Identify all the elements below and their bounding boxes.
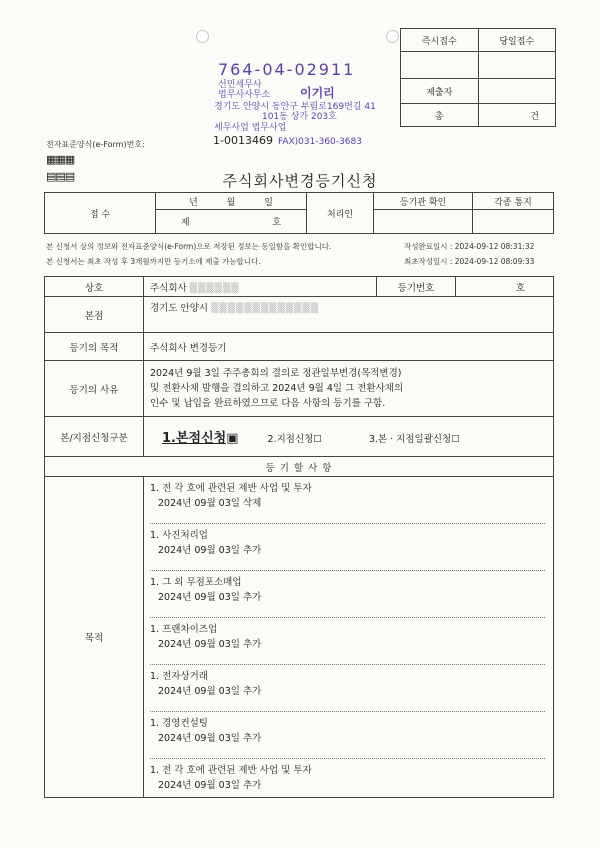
item-title: 1. 전 각 호에 관련된 제반 사업 및 투자 (150, 765, 312, 776)
registry-check-label: 등기관 확인 (374, 193, 473, 210)
notices-label: 각종 통지 (473, 193, 554, 210)
completed-at: 작성완료일시 : 2024-09-12 08:31:32 (404, 242, 535, 251)
item-title: 1. 그 외 무점포소매업 (150, 577, 242, 588)
reason-label: 등기의 사유 (45, 361, 144, 417)
head-office-label: 본점 (45, 297, 144, 333)
trade-name-label: 상호 (45, 277, 144, 297)
same-day-receipt-label: 당일접수 (478, 29, 556, 52)
reason-line: 인수 및 납입을 완료하였으므로 다음 사항의 등기를 구함. (150, 398, 386, 409)
instant-receipt-label: 즉시접수 (401, 29, 479, 52)
receipt-box (400, 28, 556, 127)
list-item (150, 524, 545, 571)
list-item (150, 618, 545, 665)
processor-label: 처리인 (307, 193, 374, 234)
list-item (150, 712, 545, 759)
receipt-blank (478, 52, 556, 79)
reason-value (144, 361, 554, 417)
first-written-at: 최초작성일시 : 2024-09-12 08:09:33 (404, 257, 535, 266)
head-office-value (144, 297, 554, 333)
item-change: 2024년 09월 03일 추가 (158, 545, 262, 556)
branch-choice[interactable]: 2.지점신청☐ (267, 434, 322, 445)
business-number-stamp: 764-04-02911 (218, 60, 356, 79)
barcode-icon: ▤▤▤ (46, 170, 75, 183)
item-change: 2024년 09월 03일 삭제 (158, 498, 262, 509)
reception-number: 제 호 (156, 210, 307, 234)
form-title: 주식회사변경등기신청 (222, 172, 378, 190)
redacted-text: ▒▒▒▒▒▒ (189, 282, 240, 294)
submitter-label: 제출자 (401, 79, 479, 104)
stamp-address: 경기도 안양시 동안구 부림로169번길 41 (214, 102, 376, 112)
item-title: 1. 경영컨설팅 (150, 718, 208, 729)
item-title: 1. 전 각 호에 관련된 제반 사업 및 투자 (150, 483, 312, 494)
purposes-list (144, 477, 554, 798)
item-change: 2024년 09월 03일 추가 (158, 686, 262, 697)
redacted-text: ▒▒▒▒▒▒▒▒▒▒▒▒▒ (211, 303, 320, 314)
registry-number-label: 등기번호 (377, 277, 456, 297)
item-change: 2024년 09월 03일 추가 (158, 592, 262, 603)
trade-name-value (144, 277, 377, 297)
list-item (150, 665, 545, 712)
purpose-label: 등기의 목적 (45, 333, 144, 361)
eform-label: 전자표준양식(e-Form)번호: (46, 140, 145, 149)
item-title: 1. 프랜차이즈업 (150, 624, 218, 635)
section-title: 등 기 할 사 항 (45, 457, 554, 477)
reason-line: 2024년 9월 3일 주주총회의 결의로 정관일부변경(목적변경) (150, 368, 402, 379)
registry-number-value: 호 (456, 277, 554, 297)
trade-name-text: 주식회사 (150, 282, 187, 294)
item-title: 1. 사진처리업 (150, 530, 208, 541)
purposes-label: 목적 (45, 477, 144, 798)
stamp-office: 세무사업 법무사업 (214, 123, 287, 133)
stamp-fax: FAX)031-360-3683 (278, 137, 362, 147)
reason-line: 및 전환사채 발행을 결의하고 2024년 9월 4일 그 전환사채의 (150, 383, 404, 394)
receipt-blank (401, 52, 479, 79)
count-unit: 건 (478, 104, 556, 127)
reception-date: 년 월 일 (156, 193, 307, 210)
application-table (44, 276, 554, 798)
combined-choice[interactable]: 3.본 · 지점일괄신청☐ (368, 434, 460, 445)
consent-notice: 본 신청서 상의 정보와 전자표준양식(e-Form)으로 저장된 정보는 동일함을 확인합니다. (46, 242, 332, 251)
reception-table (44, 192, 554, 234)
stamp-line: 선민세무사 (218, 80, 262, 90)
item-change: 2024년 09월 03일 추가 (158, 780, 262, 791)
stamp-name: 이기리 (300, 86, 335, 100)
validity-notice: 본 신청서는 최초 작성 후 3개월까지만 등기소에 제출 가능합니다. (46, 257, 261, 266)
branch-label: 본/지점신청구분 (45, 417, 144, 457)
head-office-text: 경기도 안양시 (150, 303, 209, 314)
branch-options (144, 417, 554, 457)
item-change: 2024년 09월 03일 추가 (158, 639, 262, 650)
purpose-value: 주식회사 변경등기 (144, 333, 554, 361)
head-office-choice[interactable]: 1.본점신청▣ (162, 431, 239, 446)
stamp-line: 법무사사무소 (218, 90, 271, 100)
reception-label: 접 수 (45, 193, 156, 234)
punch-hole (386, 30, 399, 43)
list-item (150, 571, 545, 618)
notices-value (473, 210, 554, 234)
item-title: 1. 전자상거래 (150, 671, 208, 682)
list-item (150, 477, 545, 524)
list-item (150, 759, 545, 797)
stamp-address: 101동 상가 203호 (262, 112, 337, 122)
registry-check-value (374, 210, 473, 234)
total-label: 총 (401, 104, 479, 127)
item-change: 2024년 09월 03일 추가 (158, 733, 262, 744)
eform-number: 1-0013469 (213, 134, 273, 147)
punch-hole (196, 30, 209, 43)
submitter-value (478, 79, 556, 104)
barcode-icon: ▦▦▦ (46, 153, 75, 166)
